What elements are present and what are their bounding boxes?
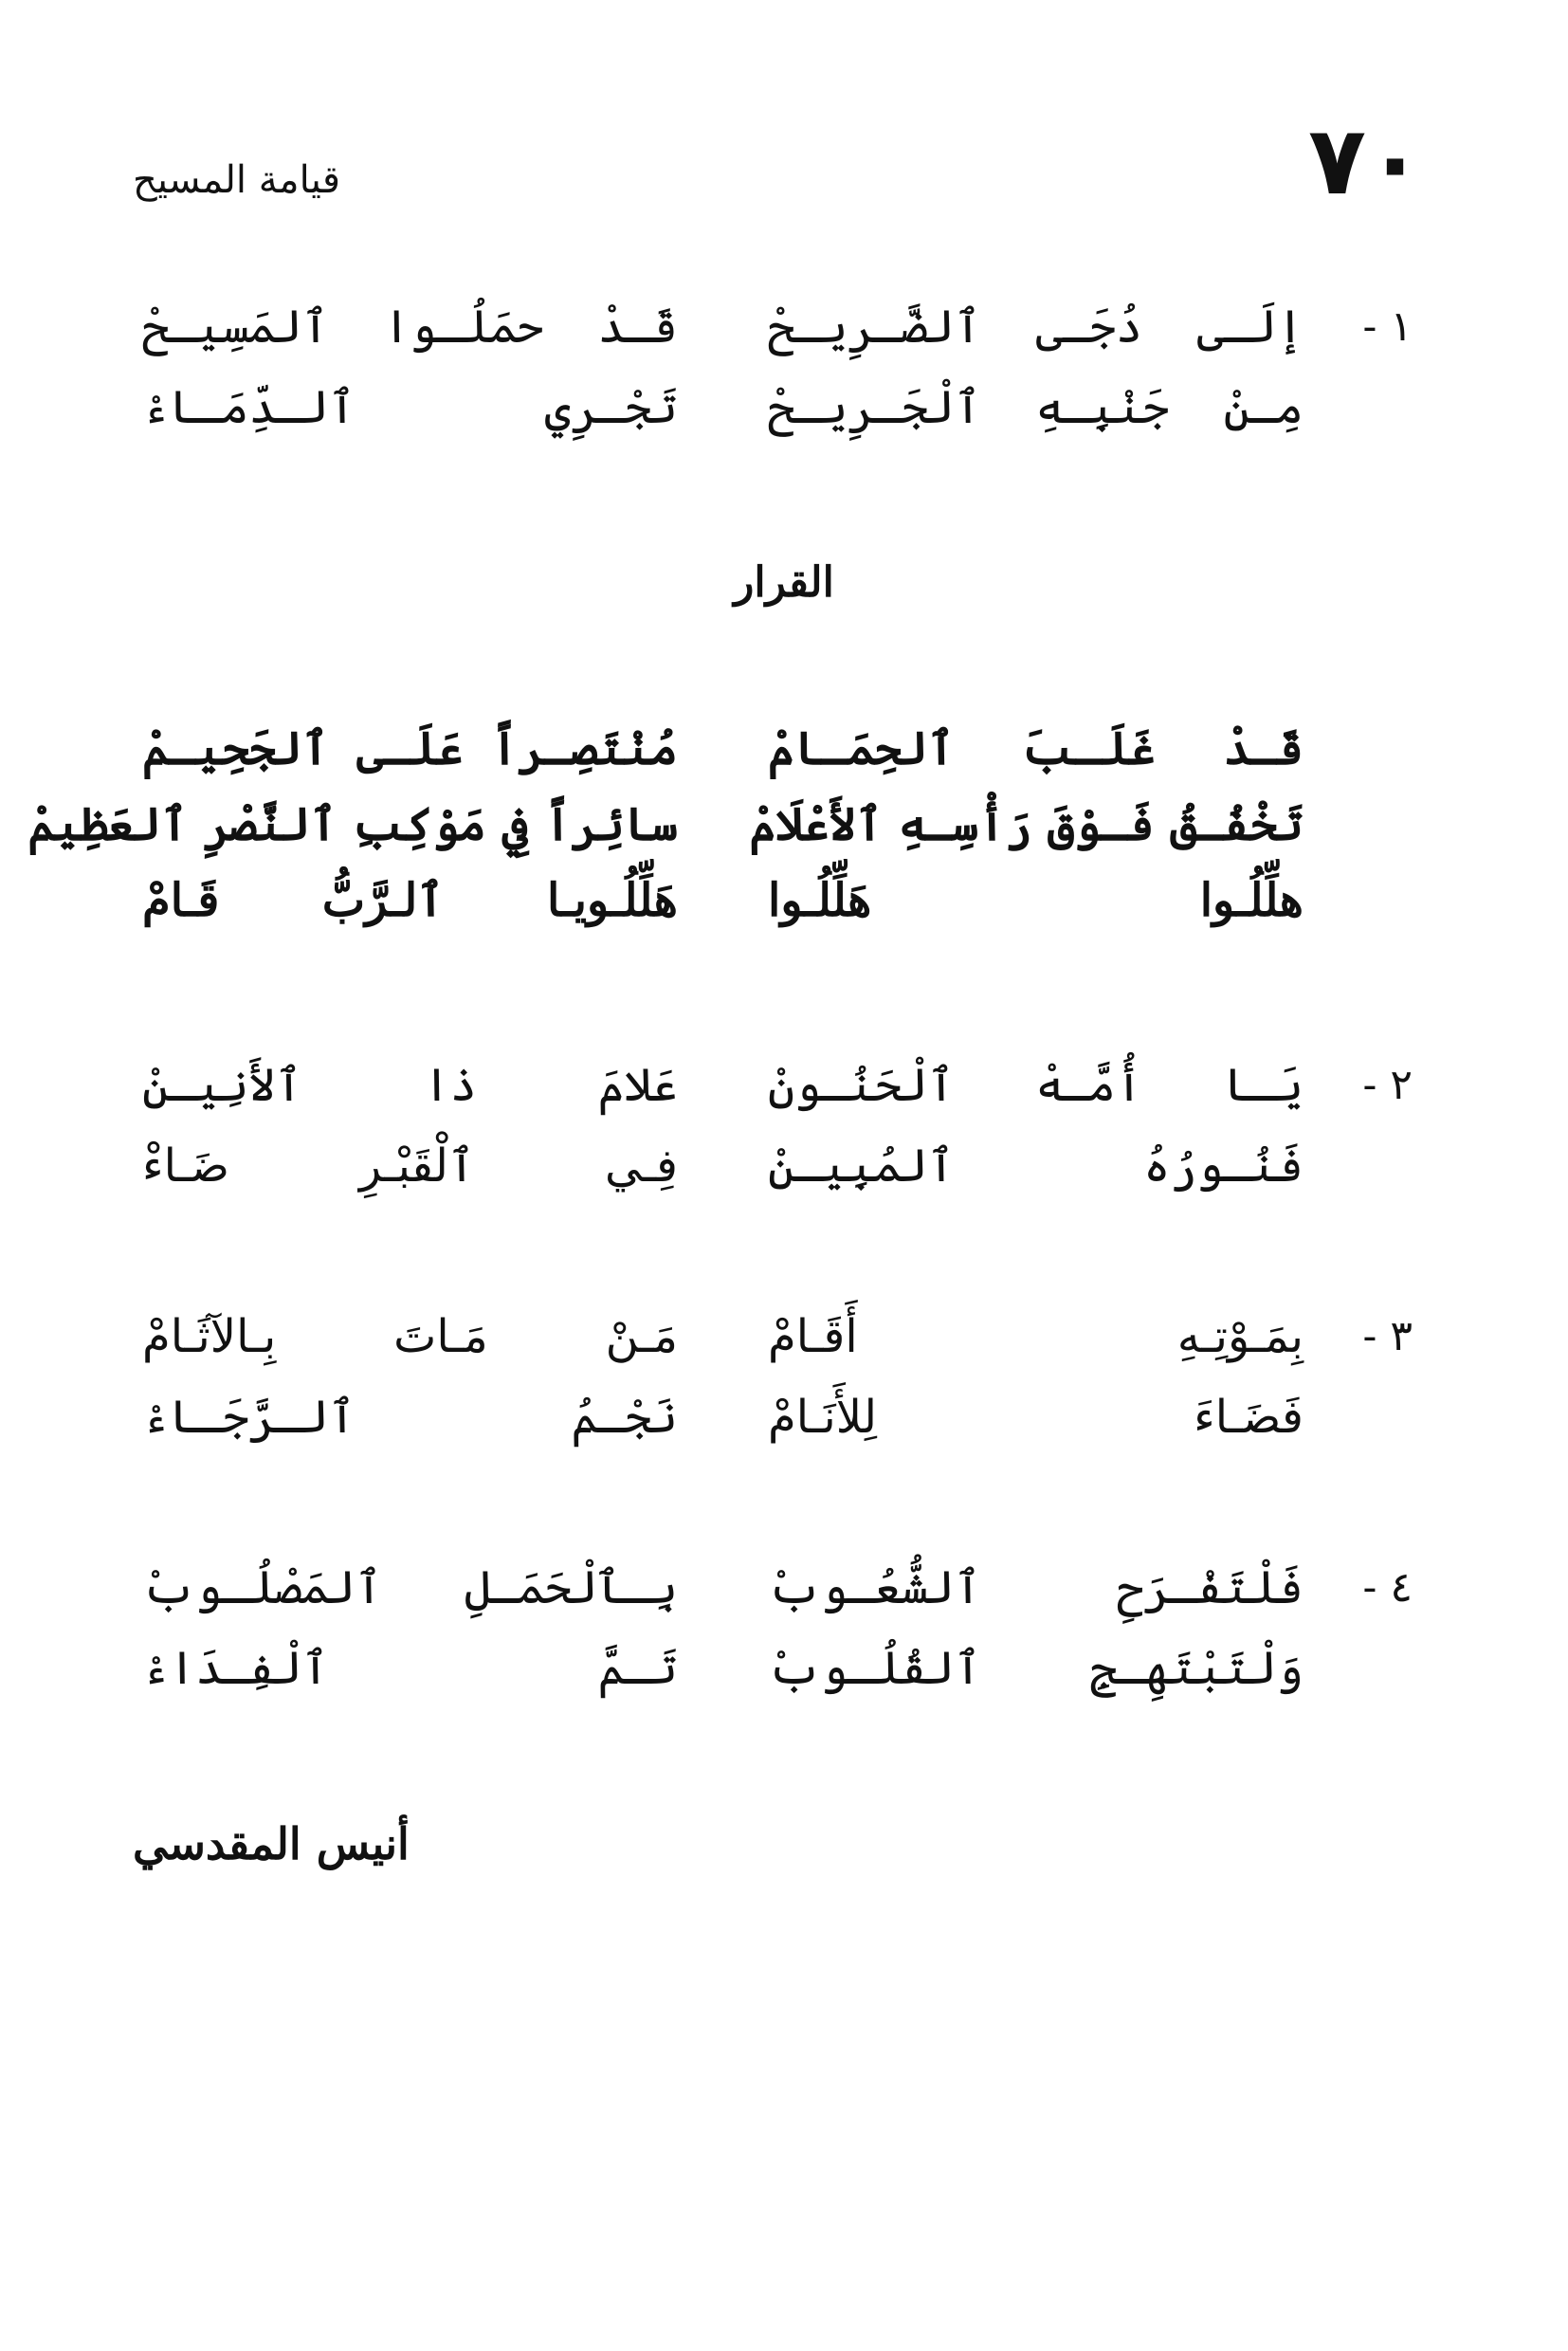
verse-line-second-hemistich: نَجْـمُ ٱلـرَّجَـاءْ — [142, 1391, 678, 1444]
verse-line-first-hemistich: بِمَـوْتِـهِ أَقَـامْ — [768, 1310, 1304, 1363]
hymn-title: قيامة المسيح — [133, 158, 340, 202]
refrain-line-second-hemistich: هَلِّلُـويـا ٱلـرَّبُّ قَـامْ — [142, 874, 678, 927]
verse-line-first-hemistich: فَلْتَفْـرَحِ ٱلشُّعُـوبْ — [768, 1561, 1304, 1614]
verse-line-second-hemistich: عَلامَ ذا ٱلأَنِيـنْ — [142, 1059, 678, 1112]
author-name: أنيس المقدسي — [133, 1818, 410, 1869]
refrain-line-first-hemistich: هلِّلُـوا هَلِّلُـوا — [768, 874, 1304, 927]
refrain-line-second-hemistich: سائِراً فِي مَوْكِبِ ٱلنَّصْرِ ٱلعَظِيمْ — [27, 798, 678, 851]
verse-line-second-hemistich: قَـدْ حمَلُـوا ٱلمَسِيـحْ — [142, 301, 678, 354]
verse-line-second-hemistich: تَـمَّ ٱلْفِـدَاءْ — [142, 1642, 678, 1695]
verse-line-second-hemistich: مَـنْ مَـاتَ بِـالآثَـامْ — [142, 1310, 678, 1363]
verse-line-first-hemistich: إلَـى دُجَـى ٱلضَّـرِيـحْ — [768, 301, 1304, 354]
verse-line-second-hemistich: بِـٱلْحَمَـلِ ٱلمَصْلُـوبْ — [142, 1561, 678, 1614]
verse-line-first-hemistich: يَـا أُمَّـهْ ٱلْحَنُـونْ — [768, 1059, 1304, 1112]
verse-line-first-hemistich: وَلْتَبْتَهِـجِ ٱلقُلُـوبْ — [768, 1642, 1304, 1695]
verse-line-first-hemistich: فَنُـورُهُ ٱلمُبِيـنْ — [768, 1139, 1304, 1193]
refrain-heading: القرار — [734, 558, 834, 607]
verse-line-second-hemistich: فِـي ٱلْقَبْـرِ ضَـاءْ — [142, 1139, 678, 1193]
refrain-line-second-hemistich: مُنْتَصِـراً عَلَـى ٱلجَحِيـمْ — [142, 722, 678, 775]
verse-line-first-hemistich: فَضَـاءَ لِلأَنَـامْ — [768, 1391, 1304, 1444]
refrain-line-first-hemistich: قَـدْ غَلَـبَ ٱلحِمَـامْ — [768, 722, 1304, 775]
verse-line-first-hemistich: مِـنْ جَنْبِـهِ ٱلْجَـرِيـحْ — [768, 381, 1304, 434]
verse-line-second-hemistich: تَجْـرِي ٱلـدِّمَـاءْ — [142, 381, 678, 434]
refrain-line-first-hemistich: تَخْفُـقُ فَـوْقَ رَأْسِـهِ ٱلأَعْلَامْ — [749, 798, 1304, 851]
verse-number: ٤ - — [1362, 1563, 1413, 1612]
page-number: ٧٠ — [1308, 105, 1425, 216]
verse-number: ٢ - — [1362, 1061, 1413, 1109]
verse-number: ١ - — [1362, 302, 1413, 351]
verse-number: ٣ - — [1362, 1312, 1413, 1360]
